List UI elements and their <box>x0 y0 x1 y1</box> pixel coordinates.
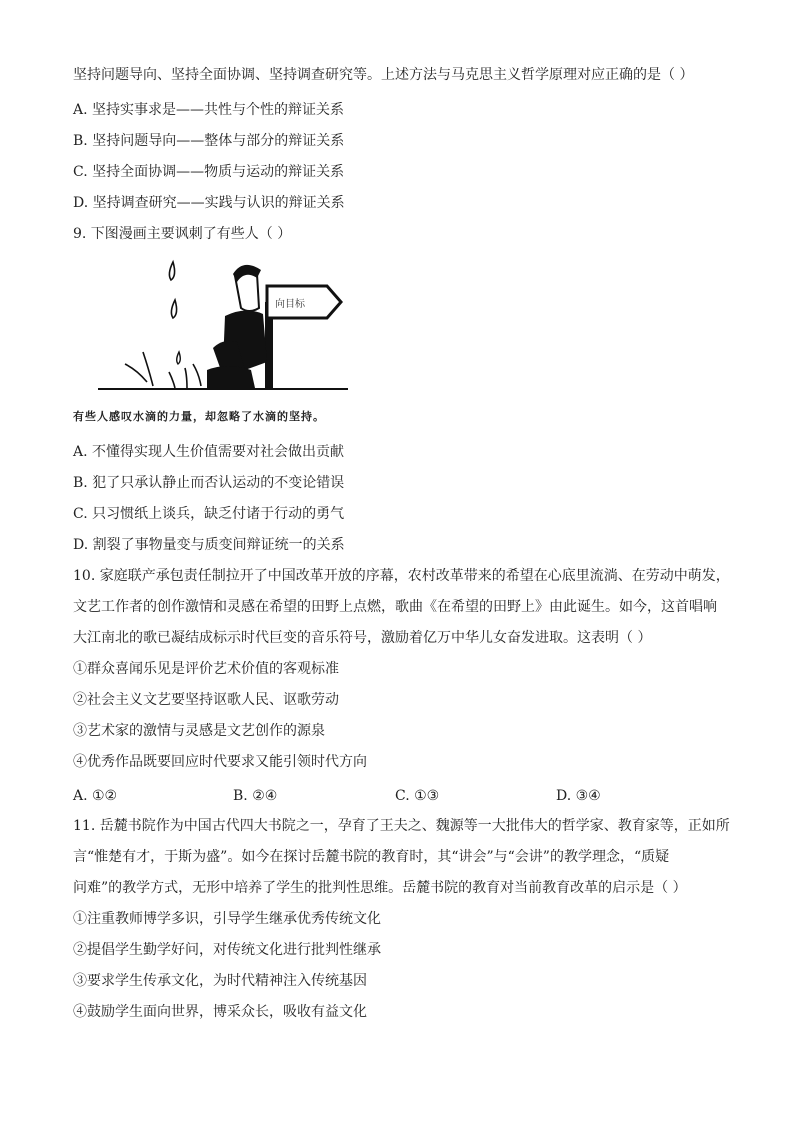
q10-stem-line-1: 10. 家庭联产承包责任制拉开了中国改革开放的序幕，农村改革带来的希望在心底里流淌、在劳动中萌发， <box>73 568 730 584</box>
q10-item-4: ④优秀作品既要回应时代要求又能引领时代方向 <box>73 754 367 770</box>
q11-item-3: ③要求学生传承文化，为时代精神注入传统基因 <box>73 973 367 989</box>
q10-choice-a: A. ①② <box>73 788 118 804</box>
q9-option-b: B. 犯了只承认静止而否认运动的不变论错误 <box>73 475 345 491</box>
q8-option-d: D. 坚持调查研究——实践与认识的辩证关系 <box>73 195 345 211</box>
q8-option-a: A. 坚持实事求是——共性与个性的辩证关系 <box>73 102 345 118</box>
q11-item-4: ④鼓励学生面向世界，博采众长，吸收有益文化 <box>73 1004 367 1020</box>
water-splash <box>125 352 201 388</box>
water-drop-icon <box>171 300 176 318</box>
q11-stem-line-3: 问难”的教学方式，无形中培养了学生的批判性思维。岳麓书院的教育对当前教育改革的启示是（ ） <box>73 880 687 896</box>
q9-stem: 9. 下图漫画主要讽刺了有些人（ ） <box>73 226 292 242</box>
q9-option-c: C. 只习惯纸上谈兵，缺乏付诸于行动的勇气 <box>73 506 345 522</box>
q9-option-a: A. 不懂得实现人生价值需要对社会做出贡献 <box>73 444 345 460</box>
man-legs <box>207 366 255 388</box>
q10-stem-line-2: 文艺工作者的创作激情和灵感在希望的田野上点燃，歌曲《在希望的田野上》由此诞生。如今，这首唱响 <box>73 599 717 615</box>
q10-choice-d: D. ③④ <box>556 788 601 804</box>
cartoon-image <box>95 252 350 397</box>
q8-option-b: B. 坚持问题导向——整体与部分的辩证关系 <box>73 133 345 149</box>
q11-stem-line-1: 11. 岳麓书院作为中国古代四大书院之一，孕育了王夫之、魏源等一大批伟大的哲学家、教育家等，正如所 <box>73 818 730 834</box>
q11-stem-line-2: 言“惟楚有才，于斯为盛”。如今在探讨岳麓书院的教育时，其“讲会”与“会讲”的教学理念，“质疑 <box>73 849 670 865</box>
water-drop-icon <box>177 352 181 364</box>
cartoon-caption: 有些人感叹水滴的力量，却忽略了水滴的坚持。 <box>73 410 325 423</box>
q10-choice-b: B. ②④ <box>233 788 278 804</box>
q11-item-1: ①注重教师博学多识，引导学生继承优秀传统文化 <box>73 911 381 927</box>
q10-item-3: ③艺术家的激情与灵感是文艺创作的源泉 <box>73 723 325 739</box>
sign-text: 向目标 <box>275 299 305 310</box>
q8-stem: 坚持问题导向、坚持全面协调、坚持调查研究等。上述方法与马克思主义哲学原理对应正确的是（ ） <box>73 67 694 83</box>
water-drop-icon <box>169 262 174 280</box>
q11-item-2: ②提倡学生勤学好问，对传统文化进行批判性继承 <box>73 942 381 958</box>
q8-option-c: C. 坚持全面协调——物质与运动的辩证关系 <box>73 164 345 180</box>
q10-item-2: ②社会主义文艺要坚持讴歌人民、讴歌劳动 <box>73 692 339 708</box>
q10-stem-line-3: 大江南北的歌已凝结成标示时代巨变的音乐符号，激励着亿万中华儿女奋发进取。这表明（ ） <box>73 630 652 646</box>
q10-choice-c: C. ①③ <box>395 788 440 804</box>
q10-item-1: ①群众喜闻乐见是评价艺术价值的客观标准 <box>73 661 339 677</box>
q9-option-d: D. 割裂了事物量变与质变间辩证统一的关系 <box>73 537 345 553</box>
